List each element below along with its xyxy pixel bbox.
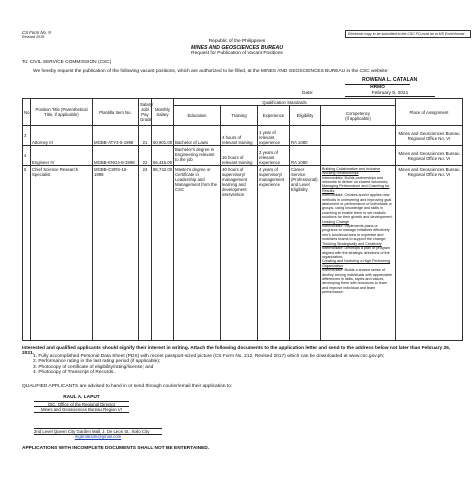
table-row [23, 126, 463, 146]
row-grade: 21 [139, 126, 152, 146]
bureau-name: MINES AND GEOSCIENCES BUREAU [190, 45, 284, 51]
competency-label: Competency [345, 110, 371, 116]
row-position: Engineer IV [31, 146, 93, 166]
row-no: 4 [23, 146, 31, 166]
row-item: MGBB-ENG4-8-1998 [93, 146, 139, 166]
row-no: 5 [23, 166, 31, 341]
row-no: 3 [23, 126, 31, 146]
row-salary: 66,415.00 [152, 146, 174, 166]
to-line: To: CIVIL SERVICE COMMISSION (CSC) [22, 60, 112, 65]
row-grade: 24 [139, 166, 152, 341]
competency-note: (if applicable) [345, 115, 371, 121]
col-salary: Monthly Salary [152, 99, 174, 126]
row-eligibility: RA 1080 [290, 146, 321, 166]
vacancy-table [22, 98, 463, 341]
row-place: Mines and Geosciences Bureau Regional Office No. VI [396, 166, 463, 341]
row-competency [321, 126, 396, 146]
row-item: MGBB-ATY3-5-1998 [93, 126, 139, 146]
row-salary: 60,901.00 [152, 126, 174, 146]
table-row [23, 146, 463, 166]
row-place: Mines and Geosciences Bureau Regional Office No. VI [396, 126, 463, 146]
row-experience: 2 years of relevant experience [258, 146, 290, 166]
row-grade: 22 [139, 146, 152, 166]
competency-body: Intermediate: Builds partnerships and networks to deliver on shared outcomes; [322, 175, 389, 184]
office-email-link[interactable]: mgbro6isdn@gmail.com [74, 434, 122, 439]
col-no: No. [23, 99, 31, 126]
qualified-applicants-text: QUALIFIED APPLICANTS are advised to hand in or send through courier/email their application to: [22, 384, 233, 389]
col-competency [321, 106, 396, 126]
col-grade: Salary/ Job/ Pay Grade [139, 99, 152, 126]
competency-body: Intermediate: Creates and/or applies new methods in overseeing and improving goal attainment or performance of individuals or groups, using knowledge and skills in coaching to enable them to set realistic solutions for their growth and development; [322, 193, 393, 220]
row-item: MGBB-CSRS-16-1998 [93, 166, 139, 341]
form-number: CS Form No. 9 [22, 30, 51, 35]
row-experience: 1 year of relevant experience [258, 126, 290, 146]
requirement-item: 1. Fully accomplished Personal Data Sheet (PDS) with recent passport-sized picture (CS Form No. 212, Revised 2017) which can be downloaded at www.csc.gov.ph; [33, 354, 385, 359]
office-address: 2nd Level Queen City Garden Mall, J. De Leon St., Iloilo City [34, 428, 162, 435]
requirement-item: 3. Photocopy of certificate of eligibility/rating/license; and [33, 364, 154, 370]
row-training: 16 hours of relevant training [221, 146, 258, 166]
competency-title: Thinking Strategically and Creatively [322, 241, 382, 246]
competency-title: Building Collaborative and Inclusive Working Relationships [322, 166, 381, 176]
date-label: Date: [302, 91, 314, 96]
competency-list [321, 166, 396, 341]
electronic-copy-note: Electronic copy to be submitted to the CSC FO must be in MS Excel format [345, 30, 471, 38]
row-training: 40 hours of supervisory/ management learning and development intervention [221, 166, 258, 341]
footer-notice: APPLICATIONS WITH INCOMPLETE DOCUMENTS SHALL NOT BE ENTERTAINED. [22, 446, 210, 451]
competency-title: Leading Change [322, 219, 350, 224]
col-place: Place of Assignment [396, 99, 463, 126]
row-position: Attorney III [31, 126, 93, 146]
col-education: Education [174, 106, 221, 126]
col-training: Training [221, 106, 258, 126]
request-title: Request for Publication of Vacant Positions [191, 51, 283, 56]
addressee-office: Mines and Geosciences Bureau Region VI [34, 406, 129, 413]
col-eligibility: Eligibility [290, 106, 321, 126]
hrmo-name: ROWENA L. CATALAN [362, 77, 418, 83]
row-position: Chief Science Research Specialist [31, 166, 93, 341]
row-place: Mines and Geosciences Bureau Regional Office No. VI [396, 146, 463, 166]
row-education: Master's degree or Certificate in Leadership and Management from the CSC [174, 166, 221, 341]
row-eligibility: Career Service (Professional) and Level Eligibility [290, 166, 321, 341]
col-item: Plantilla Item No. [93, 99, 139, 126]
date-value: February 9, 2021 [345, 91, 435, 97]
form-revised: Revised 2018 [22, 35, 44, 39]
competency-body: Intermediate: Builds a shared sense of destiny among individuals with appreciable differences in skills, styles and values, developing them with resources to learn and improve individual and team performance. [322, 268, 392, 295]
requirement-item: 4. Photocopy of Transcript of Records. [33, 370, 115, 376]
requirement-item: 2. Performance rating in the last rating period (if applicable); [33, 359, 161, 365]
row-competency [321, 146, 396, 166]
competency-body: Intermediate: Implements plans or programs to manage initiatives effectively one's functional area or expertise and mobilizes teams to support the change; [322, 224, 390, 242]
intro-text: We hereby request the publication of the following vacant positions, which are authorized to be filled, at the MINES AND GEOSCIENCES BUREAU in the CSC website: [33, 69, 389, 74]
row-education: Bachelor of Laws [174, 126, 221, 146]
col-experience: Experience [258, 106, 290, 126]
row-education: Bachelor's degree in Engineering relevant to the job [174, 146, 221, 166]
requirements-list [33, 354, 453, 376]
competency-body: Intermediate: Develops a plan or program aligned with the strategic directions of the organization; [322, 246, 391, 259]
row-salary: 86,742.00 [152, 166, 174, 341]
republic-line: Republic of the Philippines [208, 39, 266, 44]
hrmo-title: HRMO [345, 84, 410, 90]
col-qualification: Qualification Standards [174, 99, 396, 106]
competency-title: Creating and Nurturing a High Performing Organization [322, 259, 391, 268]
row-experience: 4 years of supervisory/ management experience [258, 166, 290, 341]
instructions: Interested and qualified applicants should signify their interest in writing. Attach the following documents to the application letter and send to the address below not later than February 25, 2021. [22, 346, 451, 357]
row-training: 4 hours of relevant training [221, 126, 258, 146]
addressee-title: OIC, Office of the Regional Director [34, 401, 129, 407]
row-eligibility: RA 1080 [290, 126, 321, 146]
addressee-name: RAUL A. LAPUT [63, 395, 100, 400]
col-position: Position Title (Parenthetical Title, if applicable) [31, 99, 93, 126]
table-row-highlighted [23, 166, 463, 341]
competency-title: Managing Performance and Coaching for Results [322, 184, 390, 193]
